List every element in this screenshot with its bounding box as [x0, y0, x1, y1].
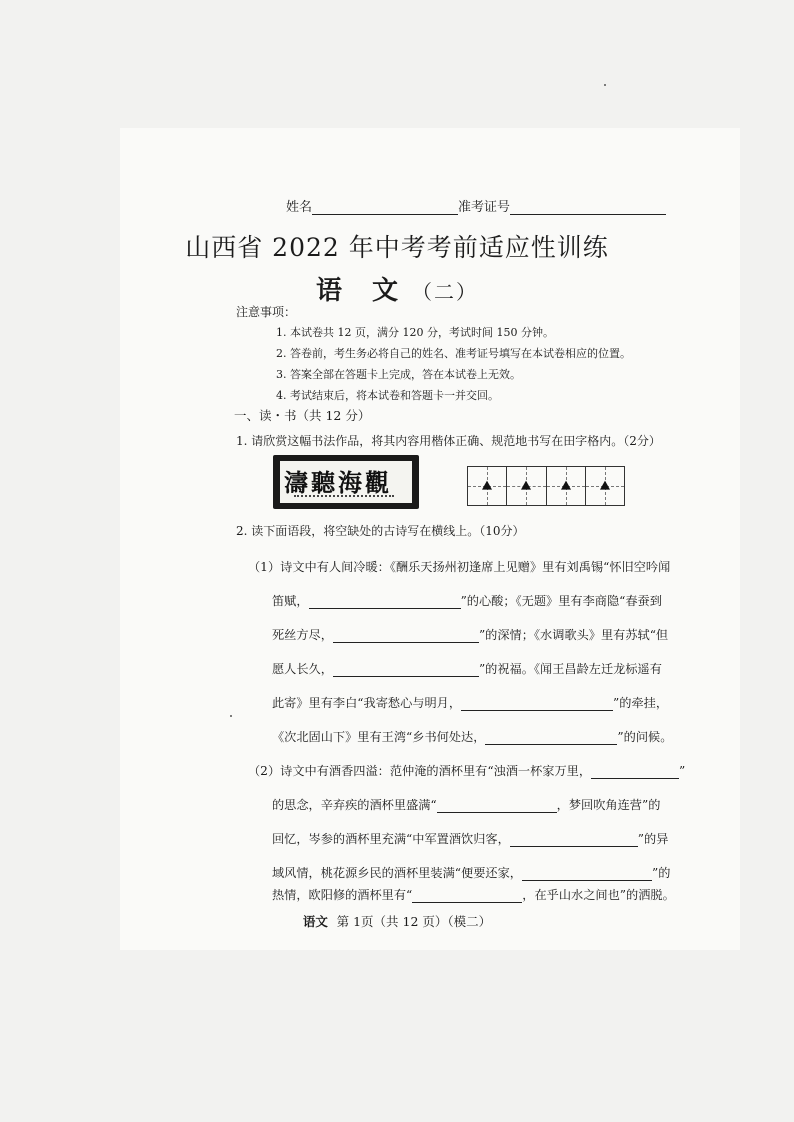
grid-cell[interactable]	[468, 467, 507, 505]
calligraphy-artwork	[273, 455, 419, 509]
passage-line: 此寄》里有李白“我寄愁心与明月， ”的牵挂，	[272, 696, 669, 710]
triangle-marker-icon	[600, 481, 610, 490]
note-item: 1. 本试卷共 12 页，满分 120 分，考试时间 150 分钟。	[276, 326, 554, 339]
answer-blank[interactable]	[333, 628, 479, 643]
tianzige-grid[interactable]	[467, 466, 625, 506]
calligraphy-inscription	[294, 495, 394, 500]
footer-subject: 语文	[302, 914, 328, 929]
grid-cell[interactable]	[547, 467, 586, 505]
note-item: 3. 答案全部在答题卡上完成，答在本试卷上无效。	[276, 368, 521, 381]
answer-blank[interactable]	[461, 696, 613, 711]
passage-line: （1）诗文中有人间冷暖：《酬乐天扬州初逢席上见赠》里有刘禹锡“怀旧空吟闻	[248, 560, 671, 574]
triangle-marker-icon	[482, 481, 492, 490]
answer-blank[interactable]	[309, 594, 461, 609]
passage-line: 热情，欧阳修的酒杯里有“ ，在乎山水之间也”的洒脱。	[272, 888, 675, 902]
question-2: 2. 读下面语段，将空缺处的古诗写在横线上。（10分）	[236, 524, 525, 538]
passage-line: 愿人长久， ”的祝福。《闻王昌龄左迁龙标遥有	[272, 662, 662, 676]
answer-blank[interactable]	[437, 798, 557, 813]
passage-line: （2）诗文中有酒香四溢：范仲淹的酒杯里有“浊酒一杯家万里， ”	[248, 764, 686, 778]
answer-blank[interactable]	[485, 730, 617, 745]
grid-cell[interactable]	[507, 467, 546, 505]
page-footer	[0, 912, 794, 930]
triangle-marker-icon	[561, 481, 571, 490]
answer-blank[interactable]	[412, 888, 522, 903]
scan-speck	[230, 715, 232, 717]
question-1: 1. 请欣赏这幅书法作品，将其内容用楷体正确、规范地书写在田字格内。（2分）	[236, 434, 661, 448]
passage-line: 的思念，辛弃疾的酒杯里盛满“ ，梦回吹角连营”的	[272, 798, 661, 812]
answer-blank[interactable]	[522, 866, 652, 881]
note-item: 2. 答卷前，考生务必将自己的姓名、准考证号填写在本试卷相应的位置。	[276, 347, 631, 360]
page-subtitle	[0, 270, 794, 307]
passage-line: 《次北固山下》里有王湾“乡书何处达， ”的问候。	[272, 730, 673, 744]
exam-id-blank[interactable]	[510, 199, 666, 215]
section-heading: 一、读・书（共 12 分）	[234, 408, 371, 423]
scan-speck	[604, 84, 606, 86]
passage-line: 域风情，桃花源乡民的酒杯里装满“便要还家， ”的	[272, 866, 671, 880]
subject-title: 语 文	[315, 276, 400, 306]
exam-id-label: 准考证号	[458, 200, 511, 215]
name-label: 姓名	[286, 200, 313, 215]
candidate-info-line	[286, 196, 666, 215]
answer-blank[interactable]	[333, 662, 479, 677]
notes-heading: 注意事项：	[236, 305, 297, 319]
note-item: 4. 考试结束后，将本试卷和答题卡一并交回。	[276, 389, 499, 402]
grid-cell[interactable]	[586, 467, 624, 505]
paper-number: （二）	[412, 280, 478, 304]
calligraphy-text: 濤聽海觀	[284, 468, 392, 497]
triangle-marker-icon	[521, 481, 531, 490]
footer-page-info: 第 1页（共 12 页）（模二）	[336, 914, 492, 929]
page-title: 山西省 2022 年中考考前适应性训练	[185, 233, 609, 262]
answer-blank[interactable]	[591, 764, 679, 779]
passage-line: 死丝方尽， ”的深情；《水调歌头》里有苏轼“但	[272, 628, 669, 642]
name-blank[interactable]	[312, 199, 458, 215]
passage-line: 回忆，岑参的酒杯里充满“中军置酒饮归客， ”的异	[272, 832, 669, 846]
passage-line: 笛赋， ”的心酸；《无题》里有李商隐“春蚕到	[272, 594, 662, 608]
answer-blank[interactable]	[510, 832, 638, 847]
